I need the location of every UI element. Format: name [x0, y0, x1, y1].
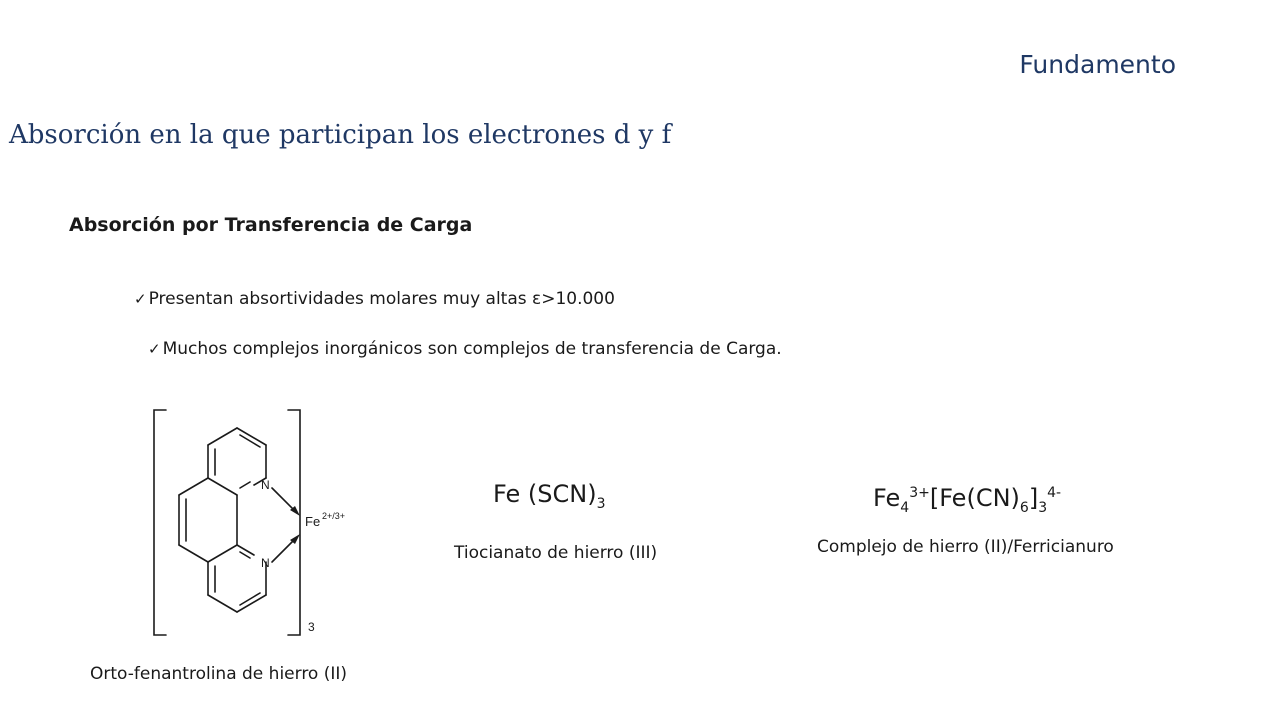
nitrogen-atom-label: N: [261, 478, 270, 492]
slide-subtitle: Absorción por Transferencia de Carga: [69, 214, 473, 236]
checkmark-icon: ✓: [134, 290, 147, 308]
formula-iron-thiocyanate: Fe $(SCN)_3$: [493, 480, 606, 512]
bullet-text: Muchos complejos inorgánicos son complejos de transferencia de Carga.: [162, 339, 782, 359]
right-bracket: [288, 410, 300, 635]
bullet-item-1: [134, 289, 615, 309]
formula-ferricyanide-complex: $Fe_4^{3+}[Fe(CN)_6]_3^{4-}$: [873, 484, 1062, 516]
checkmark-icon: ✓: [148, 340, 161, 358]
left-bracket: [154, 410, 166, 635]
structure-caption: Orto-fenantrolina de hierro (II): [90, 664, 348, 684]
metal-charge-label: 2+/3+: [322, 511, 346, 521]
slide-title: Absorción en la que participan los electrones d y f: [9, 120, 672, 150]
formula1-caption: Tiocianato de hierro (III): [454, 543, 658, 563]
bullet-text: Presentan absortividades molares muy altas ε>10.000: [148, 289, 615, 309]
bullet-item-2: [148, 339, 782, 359]
section-tag: Fundamento: [1019, 50, 1176, 79]
nitrogen-atom-label: N: [261, 556, 270, 570]
phenanthroline-iron-structure: [140, 400, 390, 645]
stoichiometry-label: 3: [308, 620, 315, 634]
formula2-caption: Complejo de hierro (II)/Ferricianuro: [817, 537, 1114, 557]
metal-label: Fe: [305, 514, 321, 529]
